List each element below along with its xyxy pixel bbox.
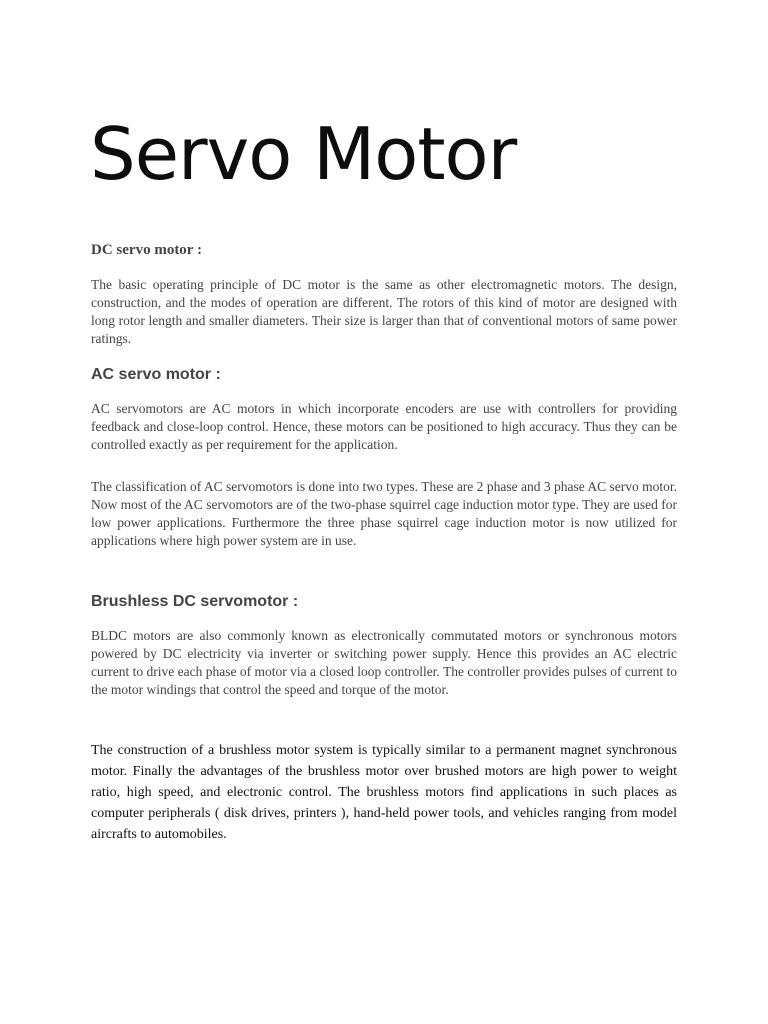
paragraph-ac-servo-motor-intro: AC servomotors are AC motors in which incorporate encoders are use with controllers for providing feedback and close-loop control. Hence, these motors can be positioned to high accuracy. Thus they can be controlled exactly as per requirement for the application. (91, 401, 677, 452)
paragraph-ac-servo-motor-classification: The classification of AC servomotors is done into two types. These are 2 phase and 3 phase AC servo motor. Now most of the AC servomotors are of the two-phase squirrel cage induction motor type. They are used for low power applications. Furthermore the three phase squirrel cage induction motor is now utilized for applications where high power system are in use. (91, 479, 677, 548)
section-heading-brushless-dc-servomotor: Brushless DC servomotor : (91, 593, 299, 610)
section-heading-ac-servo-motor: AC servo motor : (91, 366, 221, 383)
paragraph-brushless-construction: The construction of a brushless motor system is typically similar to a permanent magnet synchronous motor. Finally the advantages of the brushless motor over brushed motors are high power to weight ratio, high speed, and electronic control. The brushless motors find applications in such places as computer peripherals ( disk drives, printers ), hand-held power tools, and vehicles ranging from model aircrafts to automobiles. (91, 743, 677, 842)
paragraph-bldc-motors: BLDC motors are also commonly known as electronically commutated motors or synchronous motors powered by DC electricity via inverter or switching power supply. Hence this provides an AC electric current to drive each phase of motor via a closed loop controller. The controller provides pulses of current to the motor windings that control the speed and torque of the motor. (91, 628, 677, 697)
page-title: Servo Motor (90, 112, 517, 196)
paragraph-dc-servo-motor: The basic operating principle of DC motor is the same as other electromagnetic motors. The design, construction, and the modes of operation are different. The rotors of this kind of motor are designed with long rotor length and smaller diameters. Their size is larger than that of conventional motors of same power ratings. (91, 277, 677, 346)
section-heading-dc-servo-motor: DC servo motor : (91, 242, 202, 258)
